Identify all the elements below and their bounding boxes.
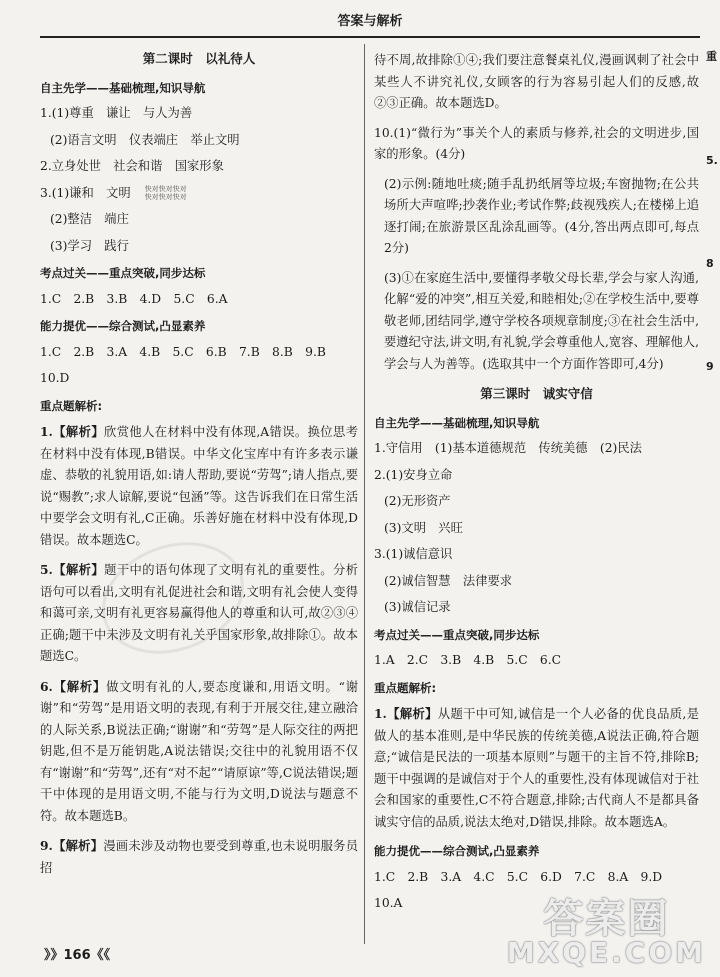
answer-line: (3)学习 践行: [50, 238, 129, 253]
right-edge-fragments: [706, 48, 720, 463]
analysis-tag: 6.【解析】: [40, 678, 107, 694]
answer-line: (2)诚信智慧 法律要求: [384, 573, 513, 588]
analysis-tag: 9.【解析】: [40, 838, 104, 853]
edge-fragment: 8: [706, 257, 714, 270]
page-header: [40, 8, 700, 38]
heading-kaodian: 考点过关——重点突破,同步达标: [40, 266, 206, 280]
section-title-lesson3: 第三课时 诚实守信: [480, 386, 593, 401]
analysis-text: 做文明有礼的人,要态度谦和,用语文明。“谢谢”和“劳驾”是用语文明的表现,有利于开展交往,建立融洽的人际关系,B说法正确;“谢谢”和“劳驾”是人际交往的两把钥匙,但不是万能钥匙,A说法错误;交往中的礼貌用语不仅有“谢谢”和“劳驾”,还有“对不起”“请原谅”等,C说法错误;题干中体现的是用语文明,不能与行为文明,D说法与题意不符。故本题选B。: [40, 679, 359, 823]
answer-text: 3.(1)谦和 文明: [40, 185, 131, 200]
analysis-text: 题干中的语句体现了文明有礼的重要性。分析语句可以看出,文明有礼促进社会和谐,文明有礼会使人变得和蔼可亲,文明有礼更容易赢得他人的尊重和认可,故②③④正确;题干中未涉及文明有礼关乎国家形象,故排除①。故本题选C。: [40, 563, 358, 663]
answer-line: 1.守信用 (1)基本道德规范 传统美德 (2)民法: [374, 441, 642, 455]
answer-line: 1.(1)尊重 谦让 与人为善: [40, 106, 193, 120]
heading-nengli: 能力提优——综合测试,凸显素养: [40, 319, 206, 333]
answer-line: 1.C 2.B 3.B 4.D 5.C 6.A: [40, 291, 228, 306]
answer-paragraph: (3)①在家庭生活中,要懂得孝敬父母长辈,学会与家人沟通,化解“爱的冲突”,相互关爱,和睦相处;②在学校生活中,要尊敬老师,团结同学,遵守学校各项规章制度;③在社会生活中,要遵纪守法,讲文明,有礼貌,学会尊重他人,宽容、理解他人,学会与人为善等。(选取其中一个方面作答即可,4分): [384, 270, 699, 371]
analysis-paragraph: [374, 703, 699, 833]
answer-line: 1.A 2.C 3.B 4.B 5.C 6.C: [374, 653, 562, 667]
column-divider: [364, 44, 365, 944]
watermark-line1: 答案圈: [543, 896, 670, 942]
analysis-text: 从题干中可知,诚信是一个人必备的优良品质,是做人的基本准则,是中华民族的传统美德,A说法正确,符合题意;“诚信是民法的一项基本原则”与题干的主旨不符,排除B;题干中强调的是诚信对于个人的重要性,没有体现诚信对于社会和国家的重要性,C不符合题意,排除;古代商人不是都具备诚实守信的品质,说法太绝对,D错误,排除。故本题选A。: [374, 707, 699, 829]
answer-paragraph: (2)示例:随地吐痰;随手乱扔纸屑等垃圾;车窗抛物;在公共场所大声喧哗;抄袭作业;考试作弊;歧视残疾人;在楼梯上追逐打闹;在旅游景区乱涂乱画等。(4分,答出两点即可,每点2分): [384, 176, 699, 255]
answer-line: (2)语言文明 仪表端庄 举止文明: [50, 132, 240, 147]
analysis-tag: 1.【解析】: [40, 424, 105, 439]
left-column: [40, 46, 358, 887]
answer-line: 10.A: [374, 896, 403, 910]
answer-line: 3.(1)诚信意识: [374, 547, 453, 561]
analysis-paragraph: [40, 421, 358, 551]
answer-line: 2.立身处世 社会和谐 国家形象: [40, 159, 224, 173]
analysis-paragraph: [40, 676, 358, 828]
answer-line: 1.C 2.B 3.A 4.C 5.C 6.D 7.C 8.A 9.D: [374, 869, 663, 884]
answer-line: [40, 183, 358, 205]
heading-nengli: 能力提优——综合测试,凸显素养: [374, 844, 540, 858]
page-number: 》》166《《: [44, 948, 111, 963]
analysis-text: 漫画未涉及动物也要受到尊重,也未说明服务员招: [40, 839, 358, 875]
heading-zhongdian: 重点题解析:: [40, 398, 103, 413]
edge-fragment: 5.: [706, 154, 718, 167]
analysis-text: 欣赏他人在材料中没有体现,A错误。换位思考在材料中没有体现,B错误。中华文化宝库中有许多表示谦虚、恭敬的礼貌用语,如:请人帮助,要说“劳驾”;请人指点,要说“赐教”;求人谅解,要说“包涵”等。这告诉我们在日常生活中要学会文明有礼,C正确。乐善好施在材料中没有体现,D错误。故本题选C。: [40, 425, 358, 547]
answer-line: 1.C 2.B 3.A 4.B 5.C 6.B 7.B 8.B 9.B: [40, 344, 326, 359]
header-title: 答案与解析: [337, 14, 403, 29]
handwritten-note: 快对快对快对 快对快对快对: [144, 185, 187, 201]
heading-zhongdian: 重点题解析:: [374, 680, 437, 695]
right-column: [374, 46, 699, 920]
analysis-paragraph: [40, 835, 358, 879]
heading-kaodian: 考点过关——重点突破,同步达标: [374, 627, 540, 642]
answer-line: (2)无形资产: [384, 494, 451, 508]
edge-fragment: 重: [706, 50, 717, 63]
heading-zizhu: 自主先学——基础梳理,知识导航: [374, 415, 540, 430]
answer-line: 10.D: [40, 371, 70, 385]
answer-line: (2)整洁 端庄: [50, 212, 129, 226]
heading-zizhu: 自主先学——基础梳理,知识导航: [40, 80, 206, 95]
analysis-tag: 5.【解析】: [40, 562, 105, 577]
answer-line: (3)诚信记录: [384, 600, 451, 614]
section-title-lesson2: 第二课时 以礼待人: [142, 51, 256, 66]
watermark-line2: MXQE.COM: [506, 936, 706, 969]
answer-line: 2.(1)安身立命: [374, 467, 453, 482]
edge-fragment: 9: [706, 360, 714, 373]
analysis-tag: 1.【解析】: [374, 706, 438, 721]
analysis-continuation: 待不周,故排除①④;我们要注意餐桌礼仪,漫画讽刺了社会中某些人不讲究礼仪,女顾客的行为容易引起人们的反感,故②③正确。故本题选D。: [374, 53, 699, 110]
answer-paragraph: 10.(1)“微行为”事关个人的素质与修养,社会的文明进步,国家的形象。(4分): [374, 125, 699, 161]
answer-line: (3)文明 兴旺: [384, 520, 463, 535]
site-watermark: [506, 896, 706, 969]
